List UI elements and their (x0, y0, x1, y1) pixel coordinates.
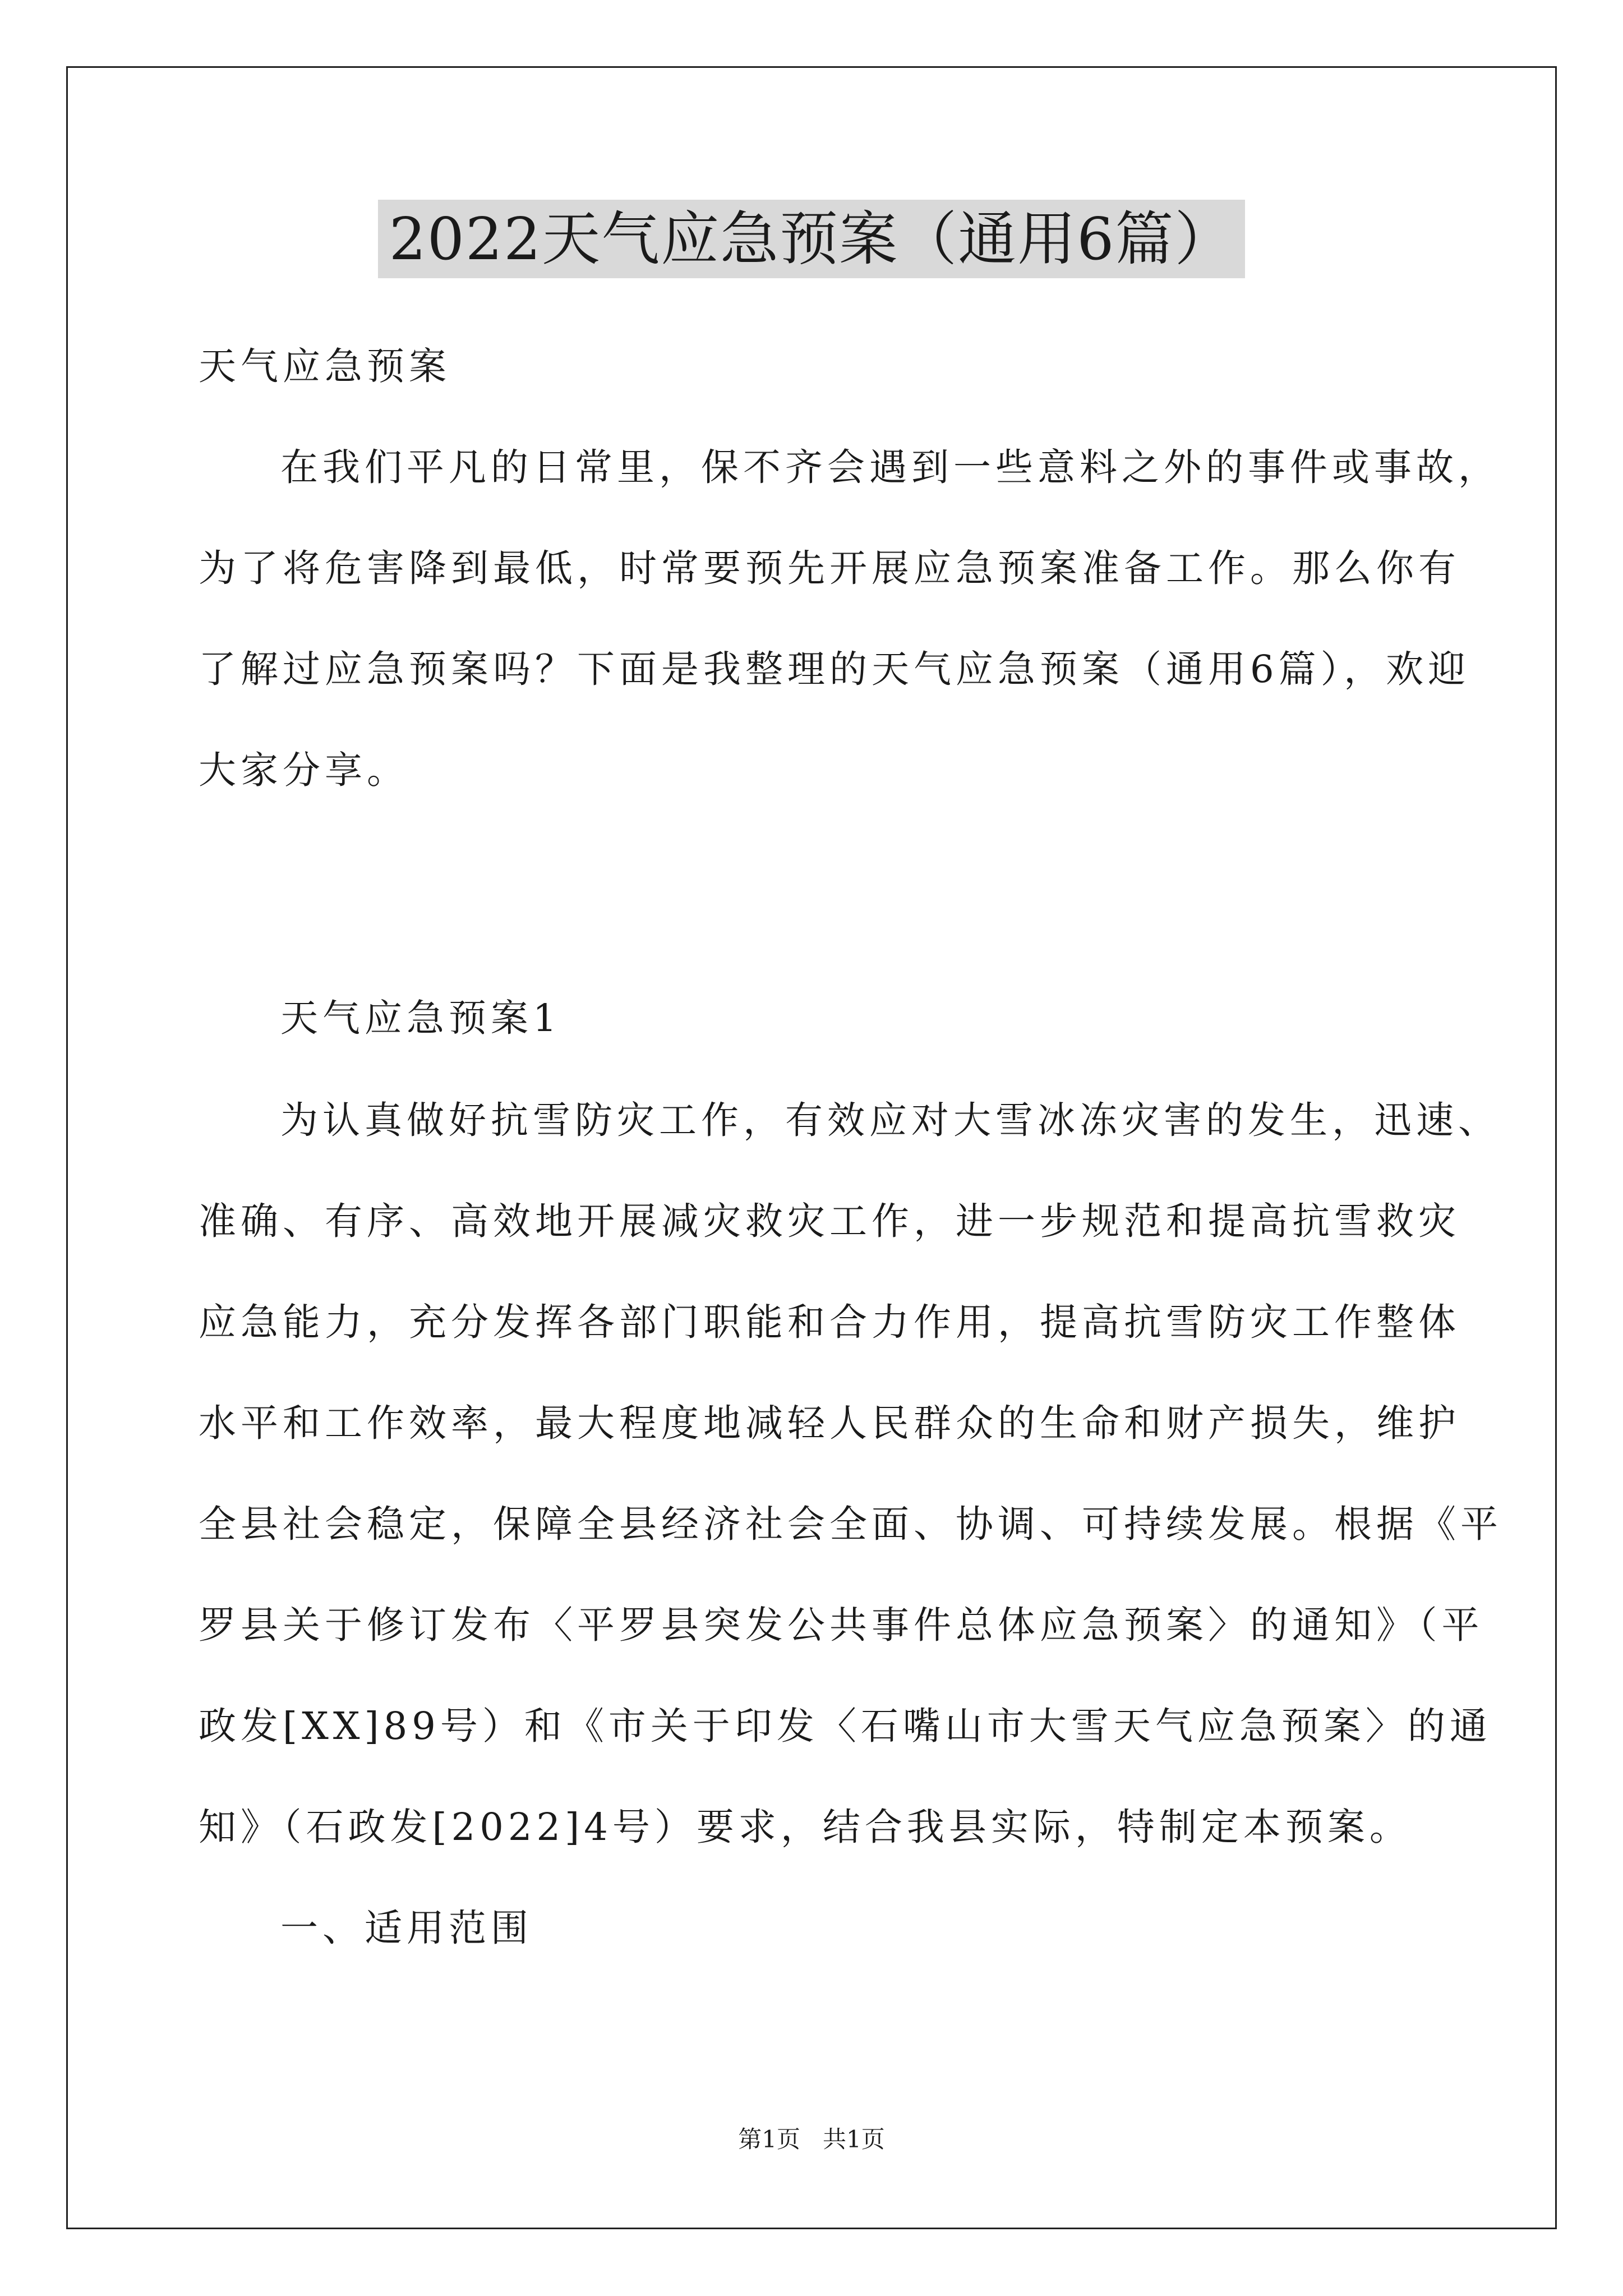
body-line: 全县社会稳定，保障全县经济社会全面、协调、可持续发展。根据《平 (199, 1502, 1502, 1546)
body-line: 为认真做好抗雪防灾工作，有效应对大雪冰冻灾害的发生，迅速、 (280, 1098, 1500, 1142)
body-line: 水平和工作效率，最大程度地减轻人民群众的生命和财产损失，维护 (199, 1401, 1460, 1445)
title-container (0, 200, 1623, 278)
intro-line: 大家分享。 (199, 748, 409, 792)
body-line: 政发[XX]89号）和《市关于印发〈石嘴山市大雪天气应急预案〉的通 (199, 1704, 1492, 1748)
document-title: 2022天气应急预案（通用6篇） (378, 200, 1246, 278)
heading-scope: 一、适用范围 (280, 1906, 533, 1950)
intro-line: 了解过应急预案吗？下面是我整理的天气应急预案（通用6篇），欢迎 (199, 647, 1470, 691)
body-line: 知》（石政发[2022]4号）要求，结合我县实际，特制定本预案。 (199, 1805, 1412, 1849)
subtitle: 天气应急预案 (199, 344, 451, 388)
section-title: 天气应急预案1 (280, 996, 561, 1040)
intro-line: 为了将危害降到最低，时常要预先开展应急预案准备工作。那么你有 (199, 546, 1460, 590)
intro-line: 在我们平凡的日常里，保不齐会遇到一些意料之外的事件或事故， (280, 445, 1500, 489)
page-footer: 第1页 共1页 (738, 2125, 885, 2153)
body-line: 准确、有序、高效地开展减灾救灾工作，进一步规范和提高抗雪救灾 (199, 1199, 1460, 1243)
body-line: 罗县关于修订发布〈平罗县突发公共事件总体应急预案〉的通知》（平 (199, 1603, 1484, 1647)
body-line: 应急能力，充分发挥各部门职能和合力作用，提高抗雪防灾工作整体 (199, 1300, 1460, 1344)
